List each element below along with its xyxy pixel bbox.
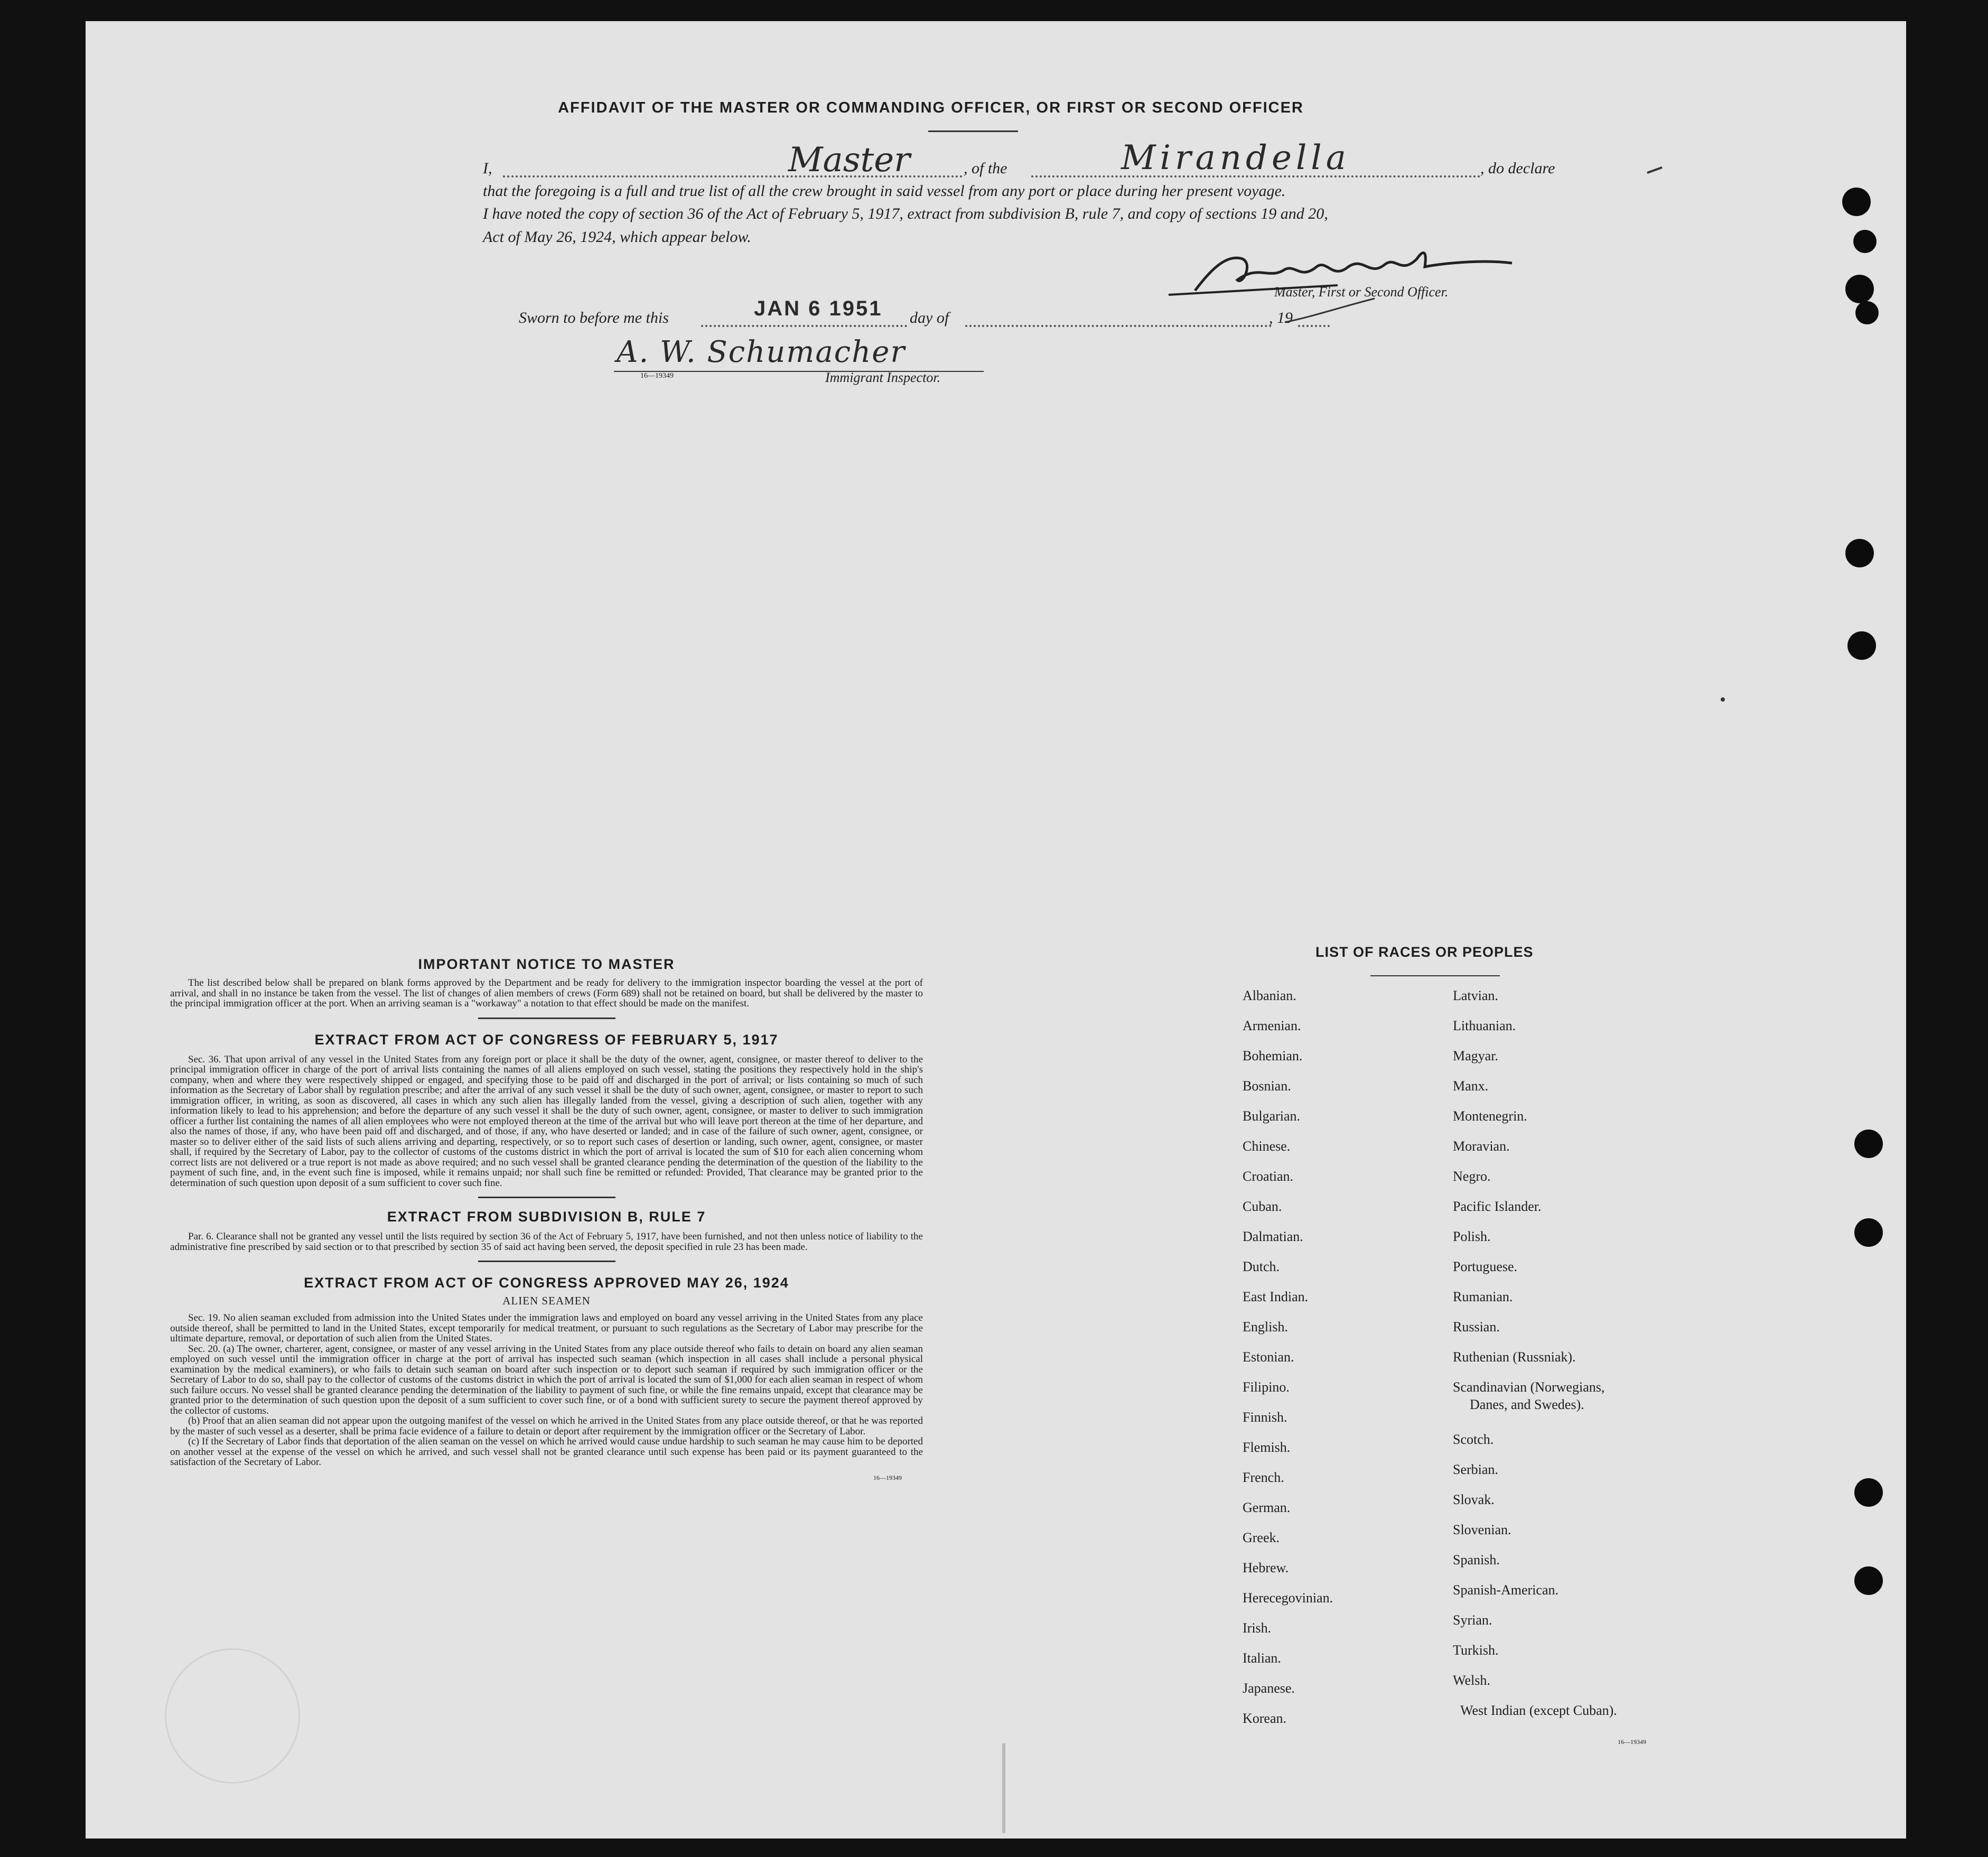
race-item: Dutch. <box>1243 1259 1280 1274</box>
section-rule <box>478 1018 615 1019</box>
race-item: Chinese. <box>1243 1139 1291 1154</box>
extract-rule7-title: EXTRACT FROM SUBDIVISION B, RULE 7 <box>387 1209 706 1225</box>
race-item: Polish. <box>1453 1229 1491 1244</box>
race-item: Latvian. <box>1453 988 1498 1003</box>
race-item: Turkish. <box>1453 1643 1499 1658</box>
race-item: Manx. <box>1453 1078 1489 1094</box>
sec-19-body: Sec. 19. No alien seaman excluded from admission into the United States under the immigration laws and employed on board any vessel arriving in the United States from any place outside thereof, shall be permitted to land in the United States, except temporarily for medical treatment, or pursuant to such regulations as the Secretary of Labor may prescribe for the ultimate departure, removal, or deportation of such alien from the United States. <box>170 1312 923 1344</box>
form-number-top: 16—19349 <box>640 372 674 380</box>
rank-handwritten: Master <box>788 141 910 180</box>
extract-1917-title: EXTRACT FROM ACT OF CONGRESS OF FEBRUARY 5, 1917 <box>314 1031 779 1048</box>
race-item: Montenegrin. <box>1453 1108 1527 1124</box>
signature-flourish <box>1280 296 1385 328</box>
race-item: Spanish. <box>1453 1552 1500 1567</box>
title-rule <box>928 130 1018 132</box>
punch-hole <box>1854 1130 1883 1158</box>
race-item: Dalmatian. <box>1243 1229 1303 1244</box>
notice-title: IMPORTANT NOTICE TO MASTER <box>418 956 675 972</box>
date-stamp: JAN 6 1951 <box>754 297 883 320</box>
race-item: Armenian. <box>1243 1018 1301 1033</box>
race-item: West Indian (except Cuban). <box>1460 1703 1617 1718</box>
race-item: Slovenian. <box>1453 1522 1511 1537</box>
race-item: Greek. <box>1243 1530 1280 1545</box>
race-item: Syrian. <box>1453 1612 1492 1628</box>
race-item: Korean. <box>1243 1711 1287 1726</box>
sec-20a-body: Sec. 20. (a) The owner, charterer, agent, consignee, or master of any vessel arriving in the United States from any place outside thereof who fails to detain on board any alien seaman employed on such vessel until the immigration officer in charge at the port of arrival has inspected such seaman (which inspection in all cases shall include a personal physical examination by the medical examiners), or who fails to detain such seaman on board after such inspection or to deport such seaman if required by such immigration officer or the Secretary of Labor to do so, shall pay to the collector of customs of the customs district in which the port of arrival is located the sum of $1,000 for each alien seaman in respect of whom such failure occurs. No vessel shall be granted clearance pending the determination of the liability to payment of such fine, or while the fine remains unpaid, except that clearance may be granted prior to the determination of such question upon the deposit of a sum sufficient to cover such fine, or of a bond with sufficient surety to secure the payment thereof approved by the collector of customs. <box>170 1343 923 1416</box>
sworn-blank-line <box>701 325 907 327</box>
race-item: Bulgarian. <box>1243 1108 1301 1124</box>
affidavit-i-label: I, <box>483 160 492 177</box>
race-item: Negro. <box>1453 1169 1491 1184</box>
punch-hole <box>1847 631 1876 660</box>
sworn-label: Sworn to before me this <box>519 309 669 326</box>
race-item: Serbian. <box>1453 1462 1498 1477</box>
notice-body: The list described below shall be prepared on blank forms approved by the Department and be ready for delivery to the immigration inspector boarding the vessel at the port of arrival, and shall in no instance be taken from the vessel. The list of changes of alien members of crews (Form 689) shall not be retained on board, but shall be delivered by the master to the principal immigration officer at the port. When an arriving seaman is a "workaway" a notation to that effect should be made on the manifest. <box>170 977 923 1009</box>
stray-mark <box>1721 697 1725 702</box>
race-item: English. <box>1243 1319 1288 1335</box>
race-item: Irish. <box>1243 1620 1272 1636</box>
fold-line <box>1002 1743 1005 1833</box>
punch-hole <box>1854 1566 1883 1595</box>
race-item: Welsh. <box>1453 1673 1490 1688</box>
year-prefix: , 19 <box>1269 309 1293 326</box>
affidavit-line-3: I have noted the copy of section 36 of the Act of February 5, 1917, extract from subdivision B, rule 7, and copy of sections 19 and 20, <box>483 205 1328 222</box>
day-of-label: day of <box>910 309 949 326</box>
section-rule <box>478 1261 615 1262</box>
document-page <box>86 21 1906 1839</box>
race-item: Estonian. <box>1243 1349 1294 1365</box>
punch-hole <box>1842 188 1871 216</box>
race-item: Cuban. <box>1243 1199 1282 1214</box>
race-item: East Indian. <box>1243 1289 1309 1304</box>
race-item: Bohemian. <box>1243 1048 1303 1063</box>
embossed-seal <box>165 1648 300 1784</box>
race-item: Magyar. <box>1453 1048 1498 1063</box>
extract-1924-title: EXTRACT FROM ACT OF CONGRESS APPROVED MAY 26, 1924 <box>304 1275 789 1291</box>
race-item: Lithuanian. <box>1453 1018 1516 1033</box>
form-number-left: 16—19349 <box>873 1473 902 1481</box>
affidavit-line-4: Act of May 26, 1924, which appear below. <box>483 228 751 246</box>
race-item: Ruthenian (Russniak). <box>1453 1349 1576 1365</box>
race-item: German. <box>1243 1500 1291 1515</box>
race-item: Herecegovinian. <box>1243 1590 1333 1606</box>
race-item: Moravian. <box>1453 1139 1510 1154</box>
races-title: LIST OF RACES OR PEOPLES <box>1315 944 1534 960</box>
race-item: French. <box>1243 1470 1284 1485</box>
race-item: Scotch. <box>1453 1432 1494 1447</box>
section-rule <box>478 1197 615 1198</box>
race-item: Bosnian. <box>1243 1078 1291 1094</box>
race-item: Spanish-American. <box>1453 1582 1559 1598</box>
race-item: Croatian. <box>1243 1169 1294 1184</box>
month-blank-line <box>965 325 1272 327</box>
inspector-signature: A. W. Schumacher <box>617 335 906 369</box>
race-item: Flemish. <box>1243 1440 1291 1455</box>
race-item: Russian. <box>1453 1319 1500 1335</box>
sec-20b-body: (b) Proof that an alien seaman did not appear upon the outgoing manifest of the vessel on which he arrived in the United States from any place outside thereof, or that he was reported by the master of such vessel as a deserter, shall be prima facie evidence of a failure to detain or deport after requirement by the immigration officer or the Secretary of Labor. <box>170 1415 923 1437</box>
race-item: Japanese. <box>1243 1681 1295 1696</box>
punch-hole <box>1845 539 1874 567</box>
race-item: Scandinavian (Norwegians, <box>1453 1379 1605 1395</box>
extract-rule7-body: Par. 6. Clearance shall not be granted any vessel until the lists required by section 36 of the Act of February 5, 1917, have been furnished, and not then unless notice of liability to the administrative fine prescribed by said section or to that prescribed by section 35 of said act having been served, the deposit specified in rule 23 has been made. <box>170 1231 923 1253</box>
race-item: Hebrew. <box>1243 1560 1289 1575</box>
extract-1924-subtitle: ALIEN SEAMEN <box>502 1294 591 1307</box>
race-item: Pacific Islander. <box>1453 1199 1542 1214</box>
punch-hole <box>1855 301 1879 324</box>
punch-hole <box>1845 275 1874 303</box>
left-column <box>170 956 923 1482</box>
extract-1917-body: Sec. 36. That upon arrival of any vessel in the United States from any foreign port or place it shall be the duty of the owner, agent, consignee, or master thereof to deliver to the principal immigration officer in charge of the port of arrival lists containing the names of all aliens employed on such vessel, stating the positions they respectively hold in the ship's company, when and where they were respectively shipped or engaged, and specifying those to be paid off and discharged in the port of arrival; or lists containing so much of such information as the Secretary of Labor shall by regulation prescribe; and after the arrival of any such vessel it shall be the duty of such owner, agent, consignee, or master to report to such immigration officer, in writing, as soon as discovered, all cases in which any such alien has illegally landed from the vessel, giving a description of such alien, together with any information likely to lead to his apprehension; and before the departure of any such vessel it shall be the duty of such owner, agent, consignee, or master to deliver to such immigration officer a further list containing the names of all alien employees who were not employed thereon at the time of the arrival but who will leave port thereon at the time of her departure, and also the names of those, if any, who have been paid off and discharged, and of those, if any, who have deserted or landed; and in case of the failure of such owner, agent, consignee, or master so to deliver either of the said lists of such aliens arriving and departing, respectively, or so to report such cases of desertion or landing, such owner, agent, consignee, or master shall, if required by the Secretary of Labor, pay to the collector of customs of the customs district in which the port of arrival is located the sum of $10 for each alien concerning whom correct lists are not delivered or a true report is not made as above required; and no such vessel shall be granted clearance pending the determination of the question of the liability to the payment of such fine, and, in the event such fine is imposed, while it remains unpaid; nor shall such fine be remitted or refunded: Provided, That clearance may be granted prior to the determination of such question upon deposit of a sum sufficient to cover such fine. <box>170 1053 923 1189</box>
vessel-handwritten: Mirandella <box>1121 138 1350 178</box>
race-item: Finnish. <box>1243 1410 1287 1425</box>
sec-20c-body: (c) If the Secretary of Labor finds that deportation of the alien seaman on the vessel on which he arrived would cause undue hardship to such seaman he may cause him to be deported on another vessel at the expense of the vessel on which he arrived, and such vessel shall not be granted clearance until such expense has been paid or its payment guaranteed to the satisfaction of the Secretary of Labor. <box>170 1436 923 1468</box>
punch-hole <box>1854 1218 1883 1247</box>
race-item: Portuguese. <box>1453 1259 1518 1274</box>
stray-mark <box>1647 166 1663 174</box>
race-item: Rumanian. <box>1453 1289 1513 1304</box>
race-item: Slovak. <box>1453 1492 1495 1507</box>
master-signature-caption: Master, First or Second Officer. <box>1274 284 1449 300</box>
race-item: Danes, and Swedes). <box>1470 1397 1584 1412</box>
punch-hole <box>1853 230 1877 253</box>
year-blank-line <box>1298 325 1330 327</box>
affidavit-title: AFFIDAVIT OF THE MASTER OR COMMANDING OFFICER, OR FIRST OR SECOND OFFICER <box>558 99 1304 116</box>
punch-hole <box>1854 1478 1883 1507</box>
races-rule <box>1370 975 1500 976</box>
race-item: Italian. <box>1243 1650 1281 1666</box>
of-the-label: , of the <box>964 160 1007 177</box>
form-number-right: 16—19349 <box>1618 1738 1646 1746</box>
inspector-caption: Immigrant Inspector. <box>825 370 941 385</box>
race-item: Albanian. <box>1243 988 1296 1003</box>
do-declare-label: , do declare <box>1480 160 1555 177</box>
race-item: Filipino. <box>1243 1379 1290 1395</box>
affidavit-line-2: that the foregoing is a full and true list of all the crew brought in said vessel from any port or place during her present voyage. <box>483 182 1286 200</box>
